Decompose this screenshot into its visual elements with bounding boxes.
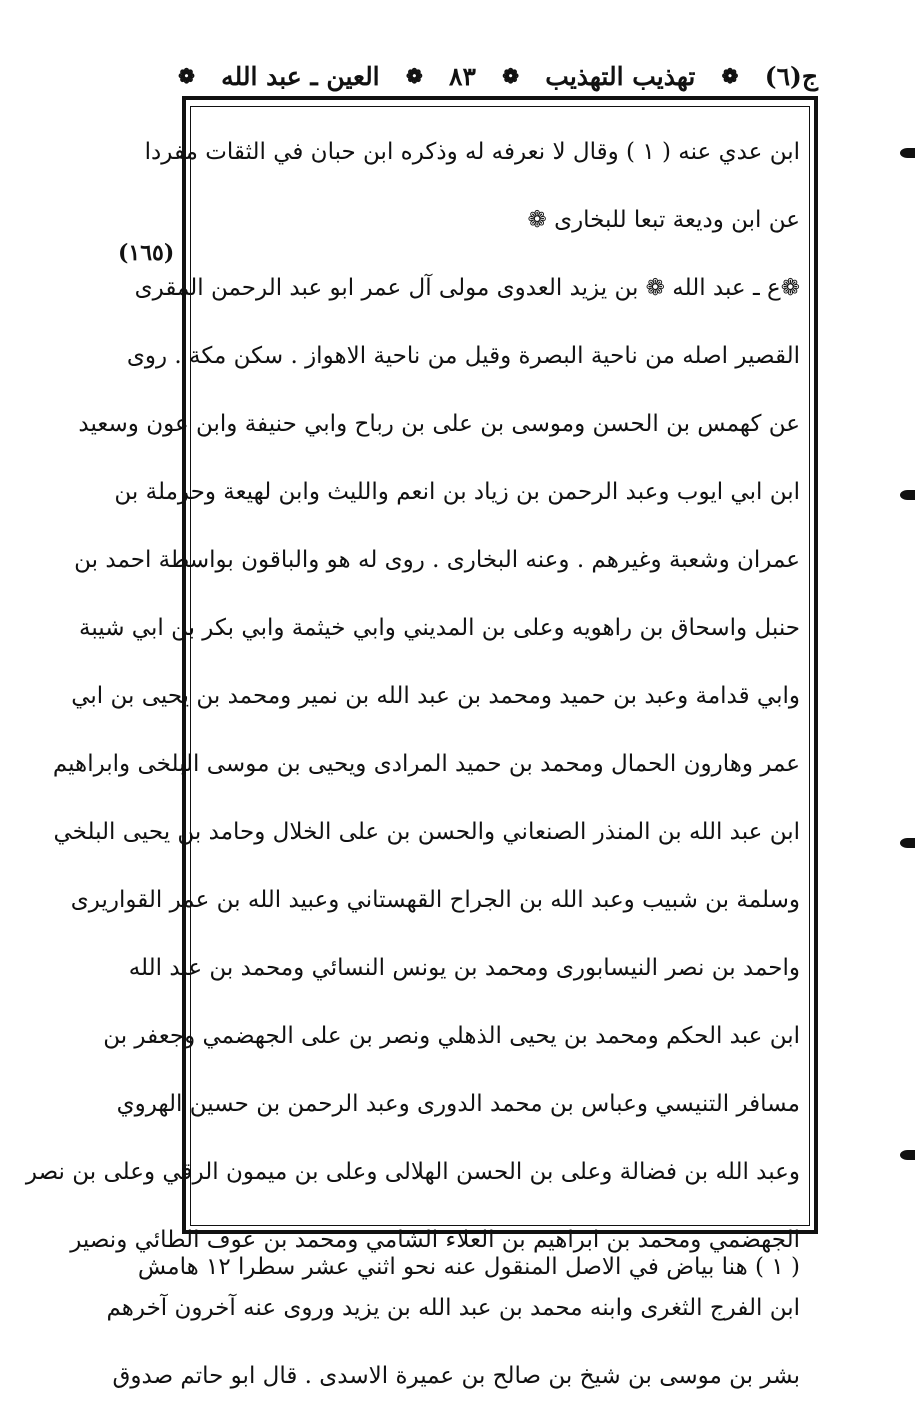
text-line: ابن عدي عنه ( ١ ) وقال لا نعرفه له وذكره ابن حبان في الثقات مفردا xyxy=(144,139,800,165)
text-line: عمر وهارون الحمال ومحمد بن حميد المرادى ويحيى بن موسى البلخى وابراهيم xyxy=(52,751,800,777)
text-line: مسافر التنيسي وعباس بن محمد الدورى وعبد الرحمن بن حسين الهروي xyxy=(116,1091,800,1117)
footnote: ( ١ ) هنا بياض في الاصل المنقول عنه نحو اثني عشر سطرا ١٢ هامش xyxy=(137,1254,800,1280)
text-line: بشر بن موسى بن شيخ بن صالح بن عميرة الاسدى . قال ابو حاتم صدوق xyxy=(112,1363,800,1389)
text-line: ابن ابي ايوب وعبد الرحمن بن زياد بن انعم والليث وابن لهيعة وحرملة بن xyxy=(114,479,800,505)
page-number: ٨٣ xyxy=(449,61,476,91)
text-line: الجهضمي ومحمد بن ابراهيم بن العلاء الشامي ومحمد بن عوف الطائي ونصير xyxy=(70,1227,800,1253)
text-line: عن كهمس بن الحسن وموسى بن على بن رباح وابي حنيفة وابن عون وسعيد xyxy=(78,411,800,437)
text-line: ابن عبد الحكم ومحمد بن يحيى الذهلي ونصر بن على الجهضمي وجعفر بن xyxy=(103,1023,800,1049)
margin-mark xyxy=(900,838,915,848)
text-line: واحمد بن نصر النيسابورى ومحمد بن يونس النسائي ومحمد بن عبد الله xyxy=(128,955,800,981)
text-line: ابن عبد الله بن المنذر الصنعاني والحسن بن على الخلال وحامد بن يحيى البلخي xyxy=(53,819,800,845)
text-line: عن ابن وديعة تبعا للبخارى ❁ xyxy=(527,207,800,233)
text-line: عمران وشعبة وغيرهم . وعنه البخارى . روى له هو والباقون بواسطة احمد بن xyxy=(74,547,800,573)
ornament-icon: ❁ xyxy=(178,64,195,88)
running-header xyxy=(178,56,818,96)
text-line: وعبد الله بن فضالة وعلى بن الحسن الهلالى وعلى بن ميمون الرقي وعلى بن نصر xyxy=(25,1159,800,1185)
ornament-icon: ❁ xyxy=(502,64,519,88)
margin-mark xyxy=(900,148,915,158)
entry-heading-line: ❁ع ـ عبد الله ❁ بن يزيد العدوى مولى آل عمر ابو عبد الرحمن المقرى xyxy=(134,275,800,301)
text-line: وسلمة بن شبيب وعبد الله بن الجراح القهستاني وعبيد الله بن عمر القواريرى xyxy=(70,887,800,913)
text-line: ابن الفرج الثغرى وابنه محمد بن عبد الله بن يزيد وروى عنه آخرون آخرهم xyxy=(106,1295,800,1321)
text-line: القصير اصله من ناحية البصرة وقيل من ناحية الاهواز . سكن مكة . روى xyxy=(126,343,800,369)
margin-mark xyxy=(900,490,915,500)
text-line: وابي قدامة وعبد بن حميد ومحمد بن عبد الله بن نمير ومحمد بن يحيى بن ابي xyxy=(71,683,800,709)
section-label: العين ـ عبد الله xyxy=(221,61,380,91)
volume-label: ج(٦) xyxy=(764,61,818,91)
book-title: تهذيب التهذيب xyxy=(545,61,696,91)
margin-mark xyxy=(900,1150,915,1160)
ornament-icon: ❁ xyxy=(405,64,423,88)
entry-number: (١٦٥) xyxy=(118,240,175,266)
ornament-icon: ❁ xyxy=(721,64,739,88)
text-line: حنبل واسحاق بن راهويه وعلى بن المديني وابي خيثمة وابي بكر بن ابي شيبة xyxy=(79,615,800,641)
